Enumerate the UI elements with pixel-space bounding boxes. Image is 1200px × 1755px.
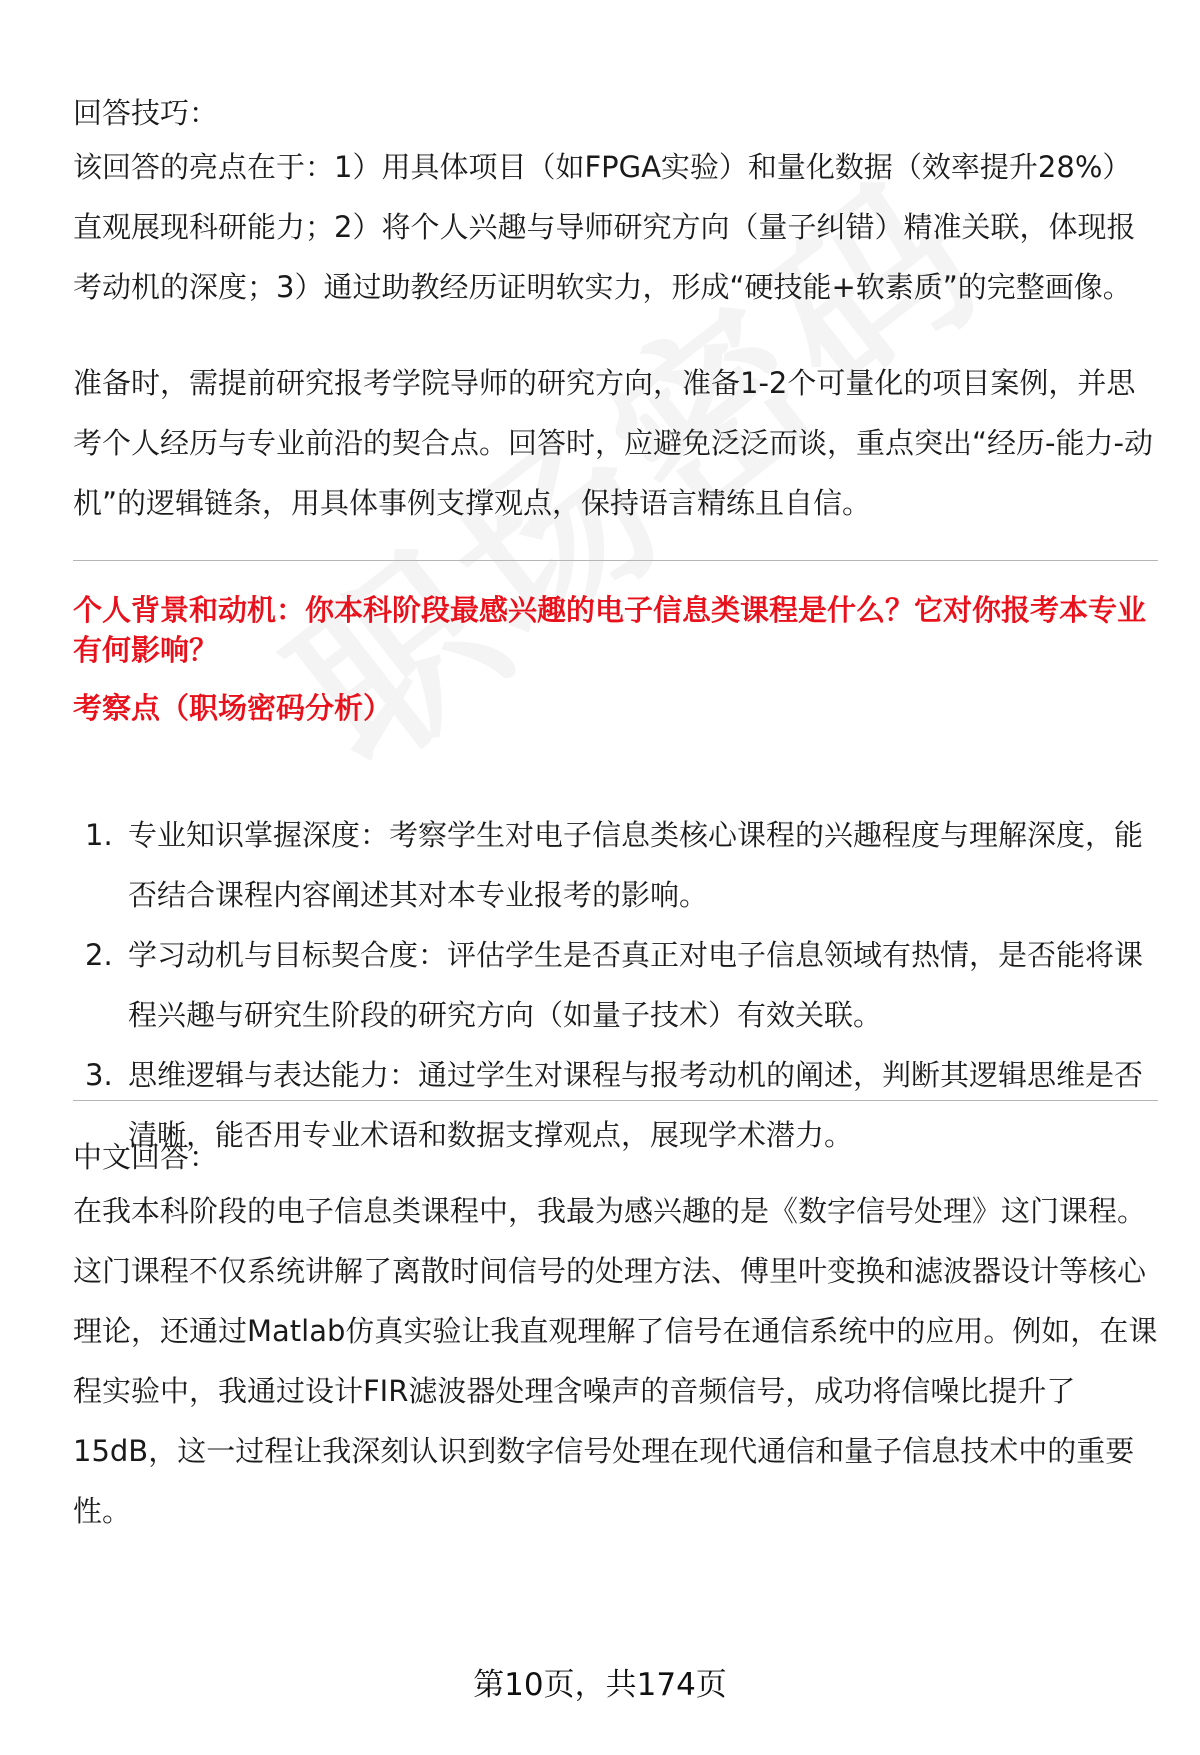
answer-heading: 中文回答：	[73, 1140, 219, 1174]
tips-paragraph-2: 准备时，需提前研究报考学院导师的研究方向，准备1-2个可量化的项目案例，并思考个人经历与专业前沿的契合点。回答时，应避免泛泛而谈，重点突出“经历-能力-动机”的逻辑链条，用具体事例支撑观点，保持语言精练且自信。	[73, 366, 1153, 520]
document-page	[73, 0, 1158, 1755]
tips-heading: 回答技巧：	[73, 96, 219, 130]
list-item-number: 3.	[85, 1058, 113, 1092]
list-item-text: 思维逻辑与表达能力：通过学生对课程与报考动机的阐述，判断其逻辑思维是否清晰，能否用专业术语和数据支撑观点，展现学术潜力。	[128, 1058, 1144, 1152]
tips-paragraph-1: 该回答的亮点在于：1）用具体项目（如FPGA实验）和量化数据（效率提升28%）直观展现科研能力；2）将个人兴趣与导师研究方向（量子纠错）精准关联，体现报考动机的深度；3）通过助教经历证明软实力，形成“硬技能+软素质”的完整画像。	[73, 150, 1136, 304]
section-divider	[73, 560, 1158, 561]
page-number: 第10页，共174页	[473, 1667, 727, 1703]
section-divider	[73, 1100, 1158, 1101]
list-item-number: 1.	[85, 818, 113, 852]
assessment-points-list	[73, 805, 1158, 1165]
list-item	[73, 805, 1158, 925]
assessment-heading: 考察点（职场密码分析）	[73, 691, 393, 725]
list-item-number: 2.	[85, 938, 113, 972]
list-item-text: 学习动机与目标契合度：评估学生是否真正对电子信息领域有热情，是否能将课程兴趣与研究生阶段的研究方向（如量子技术）有效关联。	[128, 938, 1144, 1032]
question-title: 个人背景和动机：你本科阶段最感兴趣的电子信息类课程是什么？它对你报考本专业有何影响？	[73, 593, 1147, 667]
list-item-text: 专业知识掌握深度：考察学生对电子信息类核心课程的兴趣程度与理解深度，能否结合课程内容阐述其对本专业报考的影响。	[128, 818, 1144, 912]
answer-paragraph: 在我本科阶段的电子信息类课程中，我最为感兴趣的是《数字信号处理》这门课程。这门课程不仅系统讲解了离散时间信号的处理方法、傅里叶变换和滤波器设计等核心理论，还通过Matlab仿真实验让我直观理解了信号在通信系统中的应用。例如，在课程实验中，我通过设计FIR滤波器处理含噪声的音频信号，成功将信噪比提升了15dB，这一过程让我深刻认识到数字信号处理在现代通信和量子信息技术中的重要性。	[73, 1194, 1158, 1528]
list-item	[73, 925, 1158, 1045]
